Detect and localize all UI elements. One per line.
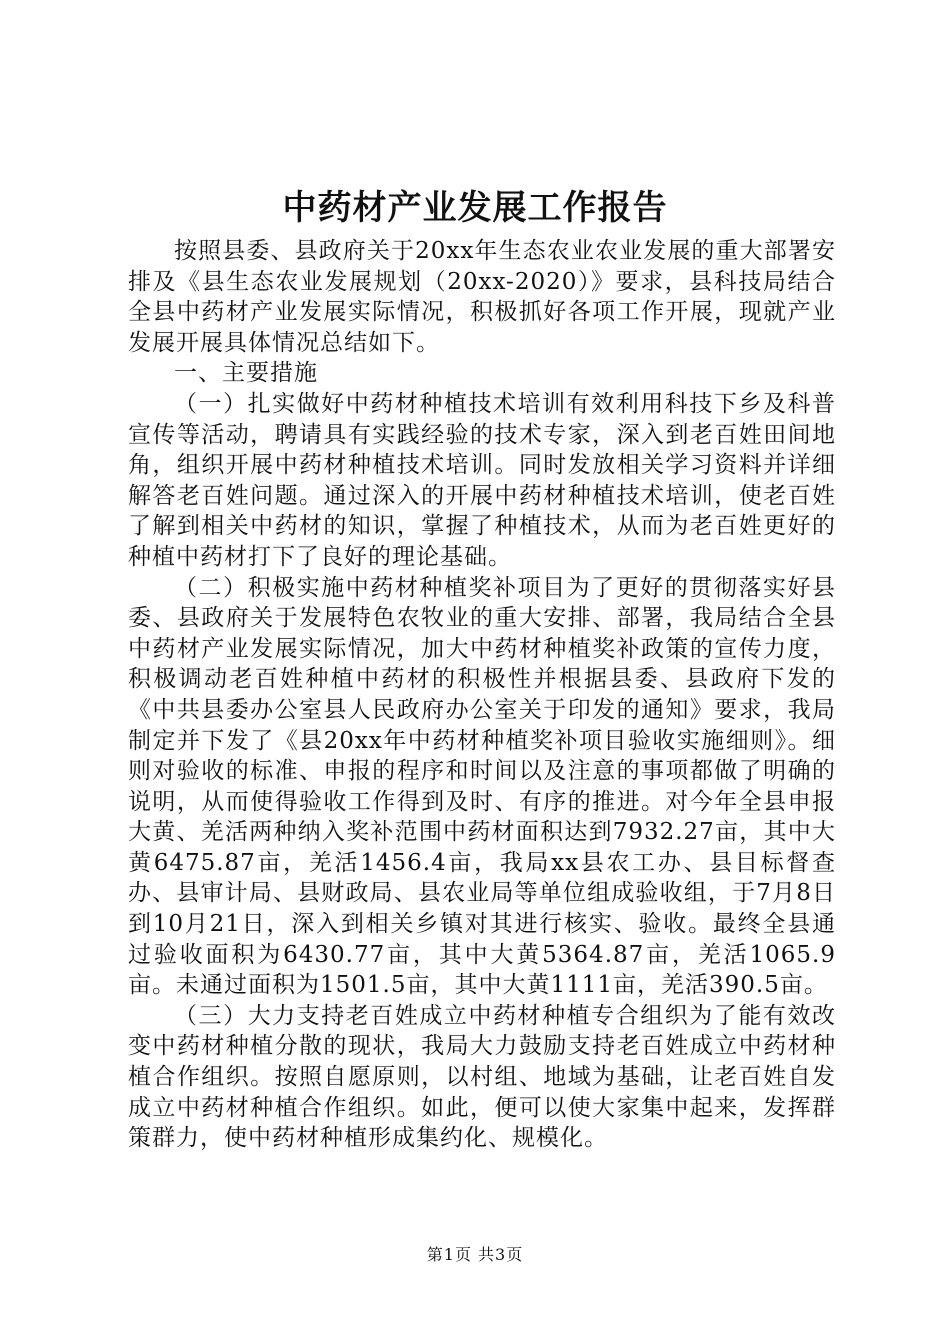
intro-paragraph: 按照县委、县政府关于20xx年生态农业农业发展的重大部署安排及《县生态农业发展规划（20xx-2020）》要求，县科技局结合全县中药材产业发展实际情况，积极抓好各项工作开展，现就产业发展开展具体情况总结如下。 xyxy=(128,238,836,356)
section-heading-main-measures: 一、主要措施 xyxy=(174,360,318,387)
paragraph-cooperative: （三）大力支持老百姓成立中药材种植专合组织为了能有效改变中药材种植分散的现状，我局大力鼓励支持老百姓成立中药材种植合作组织。按照自愿原则，以村组、地域为基础，让老百姓自发成立中药材种植合作组织。如此，便可以使大家集中起来，发挥群策群力，使中药材种植形成集约化、规模化。 xyxy=(128,1002,836,1152)
document-title: 中药材产业发展工作报告 xyxy=(282,188,668,228)
document-body xyxy=(128,236,836,1154)
page-footer: 第1页 共3页 xyxy=(426,1245,524,1264)
paragraph-training: （一）扎实做好中药材种植技术培训有效利用科技下乡及科普宣传等活动，聘请具有实践经验的技术专家，深入到老百姓田间地角，组织开展中药材种植技术培训。同时发放相关学习资料并详细解答老百姓问题。通过深入的开展中药材种植技术培训，使老百姓了解到相关中药材的知识，掌握了种植技术，从而为老百姓更好的种植中药材打下了良好的理论基础。 xyxy=(128,390,836,570)
paragraph-subsidy: （二）积极实施中药材种植奖补项目为了更好的贯彻落实好县委、县政府关于发展特色农牧业的重大安排、部署，我局结合全县中药材产业发展实际情况，加大中药材种植奖补政策的宣传力度，积极调动老百姓种植中药材的积极性并根据县委、县政府下发的《中共县委办公室县人民政府办公室关于印发的通知》要求，我局制定并下发了《县20xx年中药材种植奖补项目验收实施细则》。细则对验收的标准、申报的程序和时间以及注意的事项都做了明确的说明，从而使得验收工作得到及时、有序的推进。对今年全县申报大黄、羌活两种纳入奖补范围中药材面积达到7932.27亩，其中大黄6475.87亩，羌活1456.4亩，我局xx县农工办、县目标督查办、县审计局、县财政局、县农业局等单位组成验收组，于7月8日到10月21日，深入到相关乡镇对其进行核实、验收。最终全县通过验收面积为6430.77亩，其中大黄5364.87亩，羌活1065.9亩。未通过面积为1501.5亩，其中大黄1111亩，羌活390.5亩。 xyxy=(128,574,836,999)
